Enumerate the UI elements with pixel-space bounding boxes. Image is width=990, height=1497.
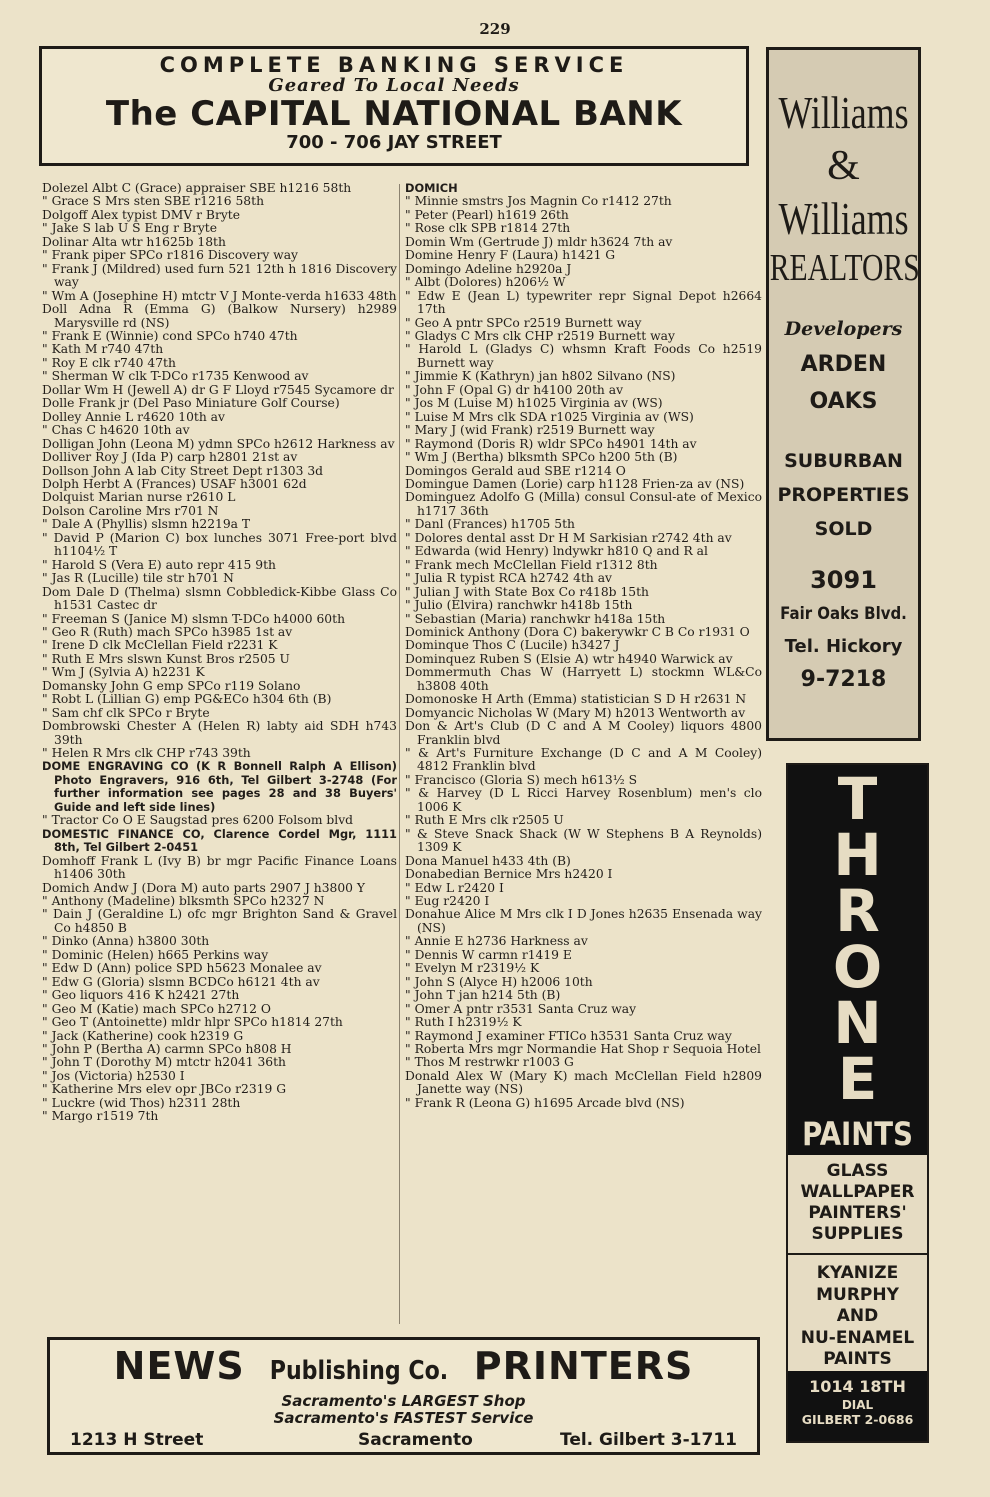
williams-tel: Tel. Hickory [784, 636, 903, 657]
directory-entry: " Dennis W carmn r1419 E [405, 947, 572, 962]
directory-entry: Dollson John A lab City Street Dept r1303 3d [42, 463, 324, 478]
directory-entry: " Irene D clk McClellan Field r2231 K [42, 638, 278, 653]
directory-entry: Dolligan John (Leona M) ydmn SPCo h2612 Harkness av [42, 436, 395, 451]
directory-entry: " Frank mech McClellan Field r1312 8th [405, 557, 658, 572]
directory-entry: Dominquez Ruben S (Elsie A) wtr h4940 Warwick av [405, 651, 733, 666]
directory-entry: " Helen R Mrs clk CHP r743 39th [42, 746, 251, 761]
directory-entry: Dolgoff Alex typist DMV r Bryte [42, 207, 241, 222]
directory-entry: " Mary J (wid Frank) r2519 Burnett way [405, 423, 655, 438]
directory-entry: " Frank piper SPCo r1816 Discovery way [42, 248, 298, 263]
directory-entry: " Sherman W clk T-DCo r1735 Kenwood av [42, 369, 309, 384]
directory-entry: Domhoff Frank L (Ivy B) br mgr Pacific Finance Loans h1406 30th [42, 853, 397, 882]
directory-entry: " Sam chf clk SPCo r Bryte [42, 705, 210, 720]
throne-logo-letter: N [833, 989, 882, 1057]
directory-entry: " Edwarda (wid Henry) lndywkr h810 Q and R al [405, 544, 708, 559]
williams-name-2: Williams [778, 193, 909, 244]
throne-brand-line: AND [836, 1306, 879, 1326]
directory-entry: " Harold L (Gladys C) whsmn Kraft Foods Co h2519 Burnett way [405, 342, 762, 370]
directory-entry: " John F (Opal G) dr h4100 20th av [405, 382, 624, 397]
throne-brand-line: KYANIZE [816, 1263, 899, 1283]
directory-entry: Donabedian Bernice Mrs h2420 I [405, 867, 613, 882]
news-publishing-ad [47, 1337, 760, 1455]
directory-entry: " John T jan h214 5th (B) [405, 988, 561, 1003]
throne-paints-ad [786, 763, 929, 1443]
directory-entry: Doll Adna R (Emma G) (Balkow Nursery) h2989 Marysville rd (NS) [42, 302, 397, 330]
throne-product-line: SUPPLIES [811, 1224, 904, 1244]
directory-entry: Dolson Caroline Mrs r701 N [42, 503, 219, 518]
directory-entry: Domyancic Nicholas W (Mary M) h2013 Wentworth av [405, 705, 746, 720]
directory-entry: " Jas R (Lucille) tile str h701 N [42, 571, 234, 586]
throne-brand-line: MURPHY [816, 1284, 899, 1305]
directory-entry: Domingo Adeline h2920a J [405, 261, 572, 276]
directory-entry: " Wm J (Sylvia A) h2231 K [42, 665, 205, 680]
directory-entry: " Raymond J examiner FTICo h3531 Santa Cruz way [405, 1028, 732, 1043]
williams-arden: ARDEN [800, 352, 887, 377]
news-ad-printers: PRINTERS [473, 1344, 694, 1388]
directory-entry: " Wm A (Josephine H) mtctr V J Monte-verda h1633 48th [42, 288, 397, 303]
directory-entry: " Geo T (Antoinette) mldr hlpr SPCo h1814 27th [42, 1015, 343, 1030]
directory-entry: " Ruth E Mrs clk r2505 U [405, 813, 564, 828]
directory-entry: " Ruth E Mrs slswn Kunst Bros r2505 U [42, 651, 290, 666]
directory-entry: Donald Alex W (Mary K) mach McClellan Field h2809 Janette way (NS) [405, 1068, 762, 1097]
directory-entry: " Edw G (Gloria) slsmn BCDCo h6121 4th av [42, 974, 320, 989]
throne-brand-line: NU-ENAMEL [800, 1327, 915, 1348]
directory-entry: Dolliver Roy J (Ida P) carp h2801 21st av [42, 450, 298, 465]
williams-developers: Developers [784, 318, 903, 340]
williams-ampersand: & [827, 143, 860, 189]
directory-entry: Don & Art's Club (D C and A M Cooley) liquors 4800 Franklin blvd [405, 719, 762, 747]
directory-entry: " Francisco (Gloria S) mech h613½ S [405, 772, 637, 787]
directory-entry: " Gladys C Mrs clk CHP r2519 Burnett way [405, 328, 675, 343]
directory-entry: " David P (Marion C) box lunches 3071 Free-port blvd h1104½ T [42, 530, 397, 559]
directory-entry: " Geo A pntr SPCo r2519 Burnett way [405, 315, 642, 330]
directory-entry: " Rose clk SPB r1814 27th [405, 221, 571, 236]
williams-realtors-ad [766, 47, 921, 741]
directory-entry: " Luise M Mrs clk SDA r1025 Virginia av (WS) [405, 409, 694, 424]
throne-address: 1014 18TH [809, 1377, 906, 1396]
directory-entry: " Katherine Mrs elev opr JBCo r2319 G [42, 1082, 287, 1097]
throne-dial: DIAL [841, 1398, 874, 1412]
directory-entry: Domich Andw J (Dora M) auto parts 2907 J h3800 Y [42, 880, 366, 895]
directory-entry: " Roberta Mrs mgr Normandie Hat Shop r Sequoia Hotel [405, 1042, 761, 1056]
directory-entry: " Raymond (Doris R) wldr SPCo h4901 14th av [405, 436, 697, 451]
directory-entry: Domine Henry F (Laura) h1421 G [405, 248, 616, 263]
throne-products [788, 1155, 927, 1245]
directory-entry: " Geo R (Ruth) mach SPCo h3985 1st av [42, 624, 293, 639]
directory-entry: " Edw E (Jean L) typewriter repr Signal Depot h2664 17th [405, 288, 762, 317]
directory-entry: " John T (Dorothy M) mtctr h2041 36th [42, 1055, 286, 1070]
directory-entry: Domin Wm (Gertrude J) mldr h3624 7th av [405, 234, 673, 249]
news-ad-publishing: Publishing Co. [270, 1356, 449, 1386]
directory-entry: " Julian J with State Box Co r418b 15th [405, 584, 649, 599]
throne-logo-letters [788, 765, 927, 1113]
directory-entry: " Dominic (Helen) h665 Perkins way [42, 947, 269, 962]
throne-logo-letter: O [832, 933, 883, 1001]
directory-entry: " & Harvey (D L Ricci Harvey Rosenblum) men's clo 1006 K [405, 786, 762, 814]
directory-entry: " & Steve Snack Shack (W W Stephens B A Reynolds) 1309 K [405, 826, 762, 855]
directory-entry: " Sebastian (Maria) ranchwkr h418a 15th [405, 611, 666, 626]
directory-entry: " Edw L r2420 I [405, 880, 504, 895]
throne-phone: GILBERT 2-0686 [801, 1412, 914, 1427]
directory-entry: " Chas C h4620 10th av [42, 423, 190, 438]
throne-brands [788, 1253, 927, 1371]
news-ad-address: 1213 H Street [70, 1430, 204, 1450]
directory-entry: " John P (Bertha A) carmn SPCo h808 H [42, 1042, 292, 1056]
williams-realtors: REALTORS [769, 247, 920, 289]
directory-entry: " Geo M (Katie) mach SPCo h2712 O [42, 1001, 271, 1016]
news-ad-news: NEWS [113, 1344, 245, 1388]
williams-tel-number: 9-7218 [800, 667, 887, 692]
directory-entry: Dolph Herbt A (Frances) USAF h3001 62d [42, 476, 307, 491]
throne-logo-letter: T [837, 765, 878, 833]
directory-entry: " Tractor Co O E Saugstad pres 6200 Folsom blvd [42, 813, 354, 828]
directory-entry: " Danl (Frances) h1705 5th [405, 517, 575, 532]
news-ad-line-2: Sacramento's FASTEST Service [273, 1409, 534, 1427]
directory-entry: " Anthony (Madeline) blksmth SPCo h2327 N [42, 894, 325, 909]
throne-logo-block [788, 765, 927, 1155]
directory-entry: Dominque Thos C (Lucile) h3427 J [405, 638, 620, 653]
directory-entry: DOME ENGRAVING CO (K R Bonnell Ralph A Ellison) Photo Engravers, 916 6th, Tel Gilbert 3-2748 (For further information see pages 28 and 38 Buyers' Guide and left side lines) [42, 759, 397, 814]
directory-entry: Dollar Wm H (Jewell A) dr G F Lloyd r7545 Sycamore dr [42, 382, 394, 397]
williams-properties: PROPERTIES [777, 484, 910, 506]
directory-entry: Domansky John G emp SPCo r119 Solano [42, 678, 301, 693]
throne-logo-letter: H [833, 821, 882, 889]
throne-product-line: GLASS [826, 1161, 889, 1181]
directory-entry: Dom Dale D (Thelma) slsmn Cobbledick-Kibbe Glass Co h1531 Castec dr [42, 584, 397, 613]
throne-logo-letter: E [837, 1045, 878, 1113]
directory-entry: " Albt (Dolores) h206½ W [405, 275, 566, 290]
williams-suburban: SUBURBAN [784, 450, 903, 472]
directory-entry: " Margo r1519 7th [42, 1109, 159, 1124]
directory-entry: " Minnie smstrs Jos Magnin Co r1412 27th [405, 194, 672, 209]
directory-entry: Dommermuth Chas W (Harryett L) stockmn WL&Co h3808 40th [405, 665, 762, 693]
news-ad-city: Sacramento [358, 1430, 473, 1450]
news-ad-line-1: Sacramento's LARGEST Shop [281, 1392, 526, 1410]
directory-entry: " Frank E (Winnie) cond SPCo h740 47th [42, 328, 298, 343]
bank-ad-headline: COMPLETE BANKING SERVICE [159, 53, 629, 77]
directory-entry: " Luckre (wid Thos) h2311 28th [42, 1095, 241, 1110]
williams-sold: SOLD [814, 518, 873, 540]
directory-entry: " Roy E clk r740 47th [42, 355, 176, 370]
directory-entry: DOMESTIC FINANCE CO, Clarence Cordel Mgr, 1111 8th, Tel Gilbert 2-0451 [42, 826, 397, 855]
directory-entry: " Ruth I h2319½ K [405, 1015, 522, 1030]
directory-entry: " Jos (Victoria) h2530 I [42, 1068, 185, 1083]
directory-column-left [42, 182, 397, 1124]
directory-entry: " Frank J (Mildred) used furn 521 12th h 1816 Discovery way [42, 261, 397, 290]
directory-entry: " Jimmie K (Kathryn) jan h802 Silvano (NS) [405, 369, 676, 384]
directory-entry: DOMICH [405, 181, 458, 195]
directory-entry: " Eug r2420 I [405, 894, 490, 909]
directory-entry: Dolinar Alta wtr h1625b 18th [42, 234, 226, 249]
williams-street-number: 3091 [810, 566, 877, 594]
throne-product-line: PAINTERS' [808, 1203, 907, 1223]
directory-entry: " Grace S Mrs sten SBE r1216 58th [42, 194, 264, 209]
directory-entry: " Annie E h2736 Harkness av [405, 934, 588, 949]
directory-entry: " Thos M restrwkr r1003 G [405, 1055, 574, 1070]
directory-entry: " Dale A (Phyllis) slsmn h2219a T [42, 517, 251, 532]
directory-entry: " Frank R (Leona G) h1695 Arcade blvd (NS) [405, 1095, 685, 1110]
directory-entry: Domingue Damen (Lorie) carp h1128 Frien-za av (NS) [405, 476, 745, 491]
capital-national-bank-ad [39, 46, 749, 166]
williams-name-1: Williams [778, 87, 909, 138]
directory-entry: " Jack (Katherine) cook h2319 G [42, 1028, 244, 1043]
directory-entry: Dombrowski Chester A (Helen R) labty aid SDH h743 39th [42, 719, 397, 747]
directory-entry: " Peter (Pearl) h1619 26th [405, 207, 569, 222]
directory-entry: Domingos Gerald aud SBE r1214 O [405, 463, 626, 478]
news-ad-tel: Tel. Gilbert 3-1711 [559, 1430, 737, 1450]
directory-entry: Dominick Anthony (Dora C) bakerywkr C B Co r1931 O [405, 624, 750, 639]
williams-oaks: OAKS [809, 389, 878, 414]
throne-paints-label: PAINTS [802, 1115, 913, 1153]
directory-entry: Dolquist Marian nurse r2610 L [42, 490, 236, 505]
throne-product-line: WALLPAPER [800, 1182, 915, 1202]
directory-entry: " Julio (Elvira) ranchwkr h418b 15th [405, 598, 633, 613]
directory-entry: " Harold S (Vera E) auto repr 415 9th [42, 557, 276, 572]
directory-entry: " Omer A pntr r3531 Santa Cruz way [405, 1001, 637, 1016]
directory-entry: " Robt L (Lillian G) emp PG&ECo h304 6th (B) [42, 692, 332, 707]
column-divider [399, 184, 400, 1324]
directory-entry: " Freeman S (Janice M) slsmn T-DCo h4000 60th [42, 611, 345, 626]
news-ad-headline [50, 1344, 757, 1388]
throne-brand-line: PAINTS [823, 1349, 892, 1369]
directory-entry: " Edw D (Ann) police SPD h5623 Monalee av [42, 961, 322, 976]
bank-ad-name: The CAPITAL NATIONAL BANK [105, 94, 683, 134]
directory-entry: " Jos M (Luise M) h1025 Virginia av (WS) [405, 396, 663, 411]
directory-entry: Domonoske H Arth (Emma) statistician S D H r2631 N [405, 692, 747, 707]
bank-ad-address: 700 - 706 JAY STREET [286, 132, 502, 153]
directory-entry: " Evelyn M r2319½ K [405, 961, 540, 976]
williams-address: Fair Oaks Blvd. [780, 604, 907, 624]
directory-entry: " Kath M r740 47th [42, 342, 164, 357]
directory-entry: Dolezel Albt C (Grace) appraiser SBE h1216 58th [42, 181, 352, 195]
bank-ad-tagline: Geared To Local Needs [268, 75, 520, 96]
directory-entry: " Wm J (Bertha) blksmth SPCo h200 5th (B) [405, 450, 678, 465]
directory-entry: Donahue Alice M Mrs clk I D Jones h2635 Ensenada way (NS) [405, 907, 762, 935]
directory-entry: " & Art's Furniture Exchange (D C and A M Cooley) 4812 Franklin blvd [405, 746, 762, 774]
directory-entry: " Julia R typist RCA h2742 4th av [405, 571, 612, 586]
directory-entry: " Dolores dental asst Dr H M Sarkisian r2742 4th av [405, 530, 732, 545]
directory-entry: " Jake S lab U S Eng r Bryte [42, 221, 217, 236]
throne-logo-letter: R [835, 877, 880, 945]
directory-entry: " Dinko (Anna) h3800 30th [42, 934, 210, 949]
directory-entry: " Geo liquors 416 K h2421 27th [42, 988, 240, 1003]
directory-entry: " John S (Alyce H) h2006 10th [405, 974, 593, 989]
directory-entry: Dolle Frank jr (Del Paso Miniature Golf Course) [42, 396, 340, 411]
directory-entry: Dona Manuel h433 4th (B) [405, 853, 571, 868]
directory-entry: Dolley Annie L r4620 10th av [42, 409, 225, 424]
directory-entry: " Dain J (Geraldine L) ofc mgr Brighton Sand & Gravel Co h4850 B [42, 907, 397, 935]
page-number: 229 [479, 20, 511, 38]
directory-column-right [405, 182, 762, 1110]
directory-entry: Dominguez Adolfo G (Milla) consul Consul-ate of Mexico h1717 36th [405, 490, 762, 518]
throne-contact-block [788, 1371, 927, 1441]
